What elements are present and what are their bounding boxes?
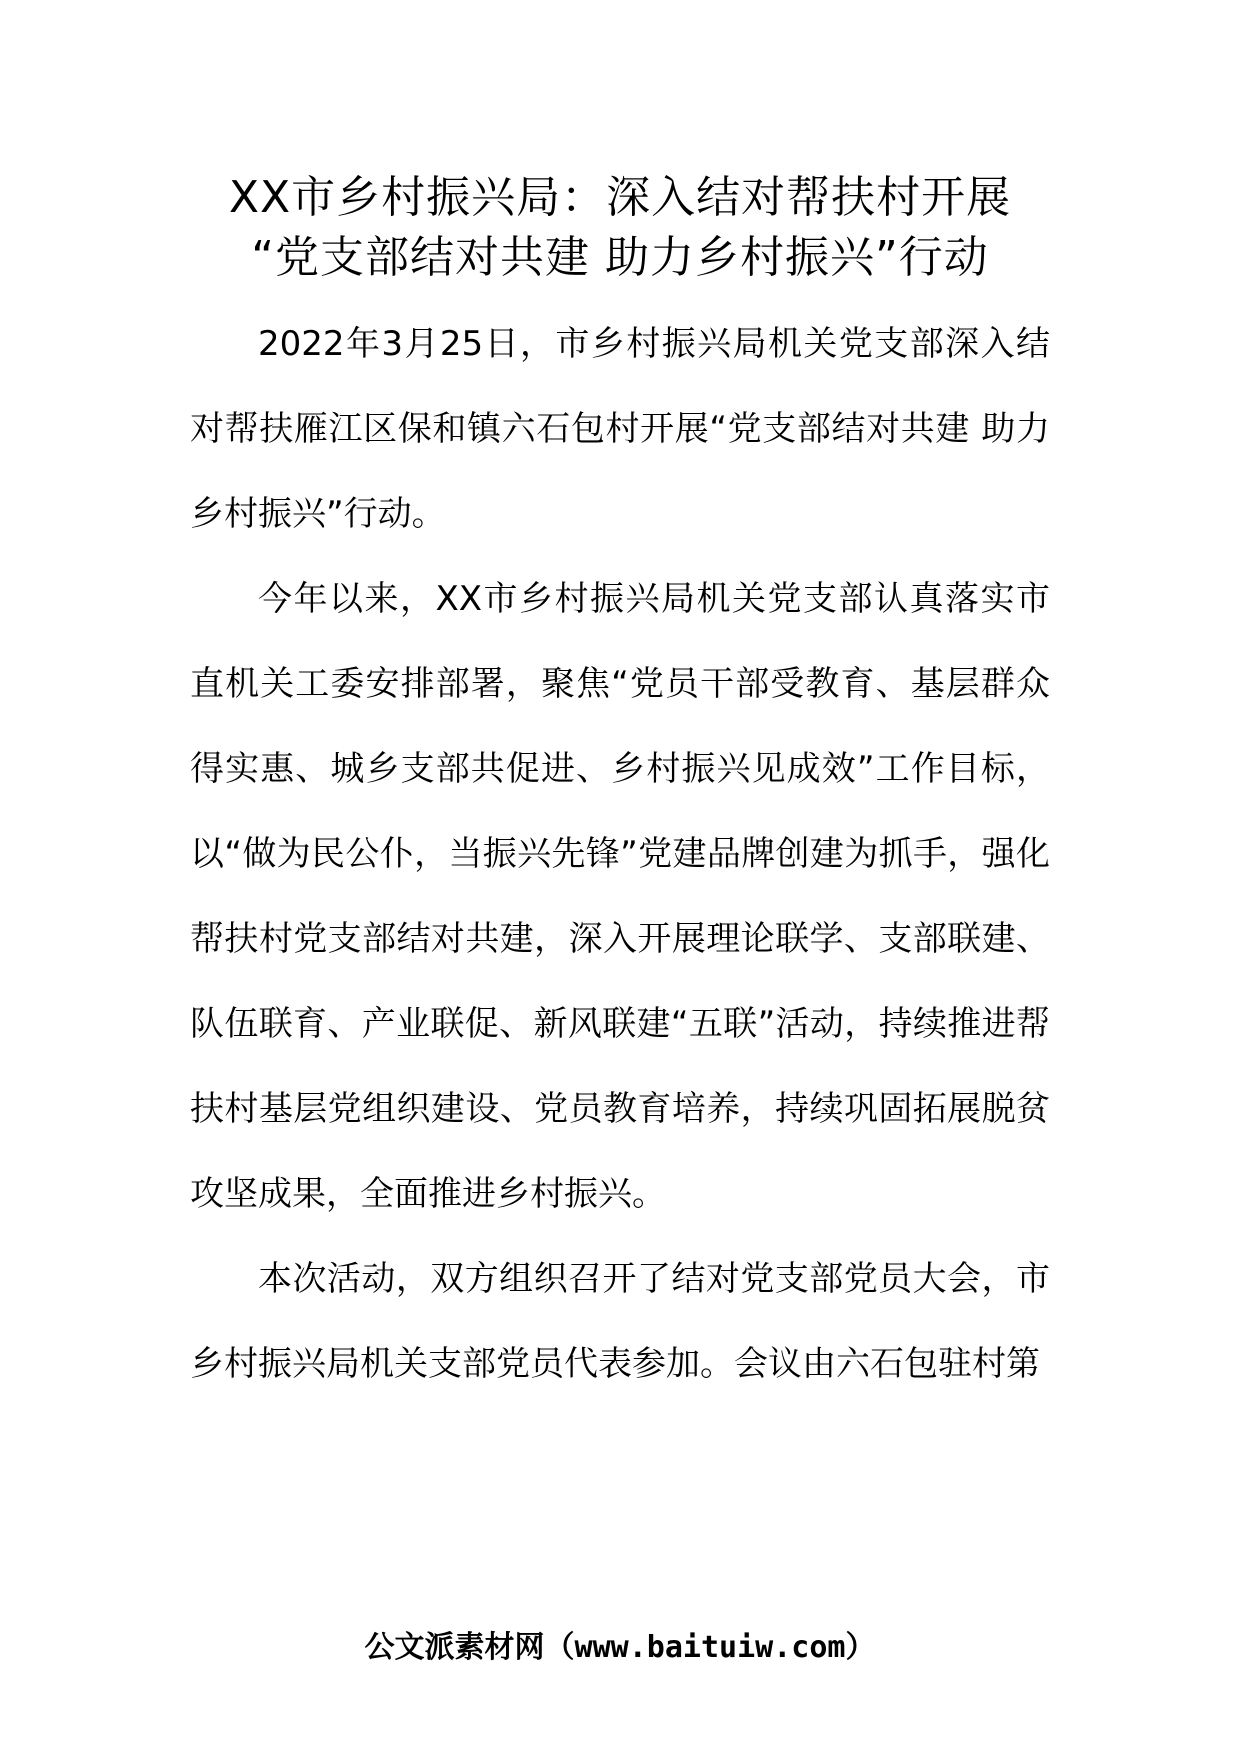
- document-body: [190, 302, 1050, 1407]
- paragraph-2: 今年以来，XX市乡村振兴局机关党支部认真落实市直机关工委安排部署，聚焦“党员干部受教育、基层群众得实惠、城乡支部共促进、乡村振兴见成效”工作目标，以“做为民公仆，当振兴先锋”党建品牌创建为抓手，强化帮扶村党支部结对共建，深入开展理论联学、支部联建、队伍联育、产业联促、新风联建“五联”活动，持续推进帮扶村基层党组织建设、党员教育培养，持续巩固拓展脱贫攻坚成果，全面推进乡村振兴。: [190, 579, 1050, 1214]
- footer-site-name: 公文派素材网: [364, 1630, 545, 1665]
- title-line-2: “党支部结对共建 助力乡村振兴”行动: [251, 232, 989, 283]
- footer-watermark: [0, 1628, 1240, 1668]
- title-line-1: XX市乡村振兴局：深入结对帮扶村开展: [228, 172, 1012, 223]
- document-title: [150, 168, 1090, 288]
- footer-url: （www.baituiw.com）: [544, 1630, 876, 1665]
- paragraph-1: 2022年3月25日，市乡村振兴局机关党支部深入结对帮扶雁江区保和镇六石包村开展“党支部结对共建 助力乡村振兴”行动。: [190, 324, 1050, 534]
- paragraph-3: 本次活动，双方组织召开了结对党支部党员大会，市乡村振兴局机关支部党员代表参加。会议由六石包驻村第: [190, 1259, 1050, 1384]
